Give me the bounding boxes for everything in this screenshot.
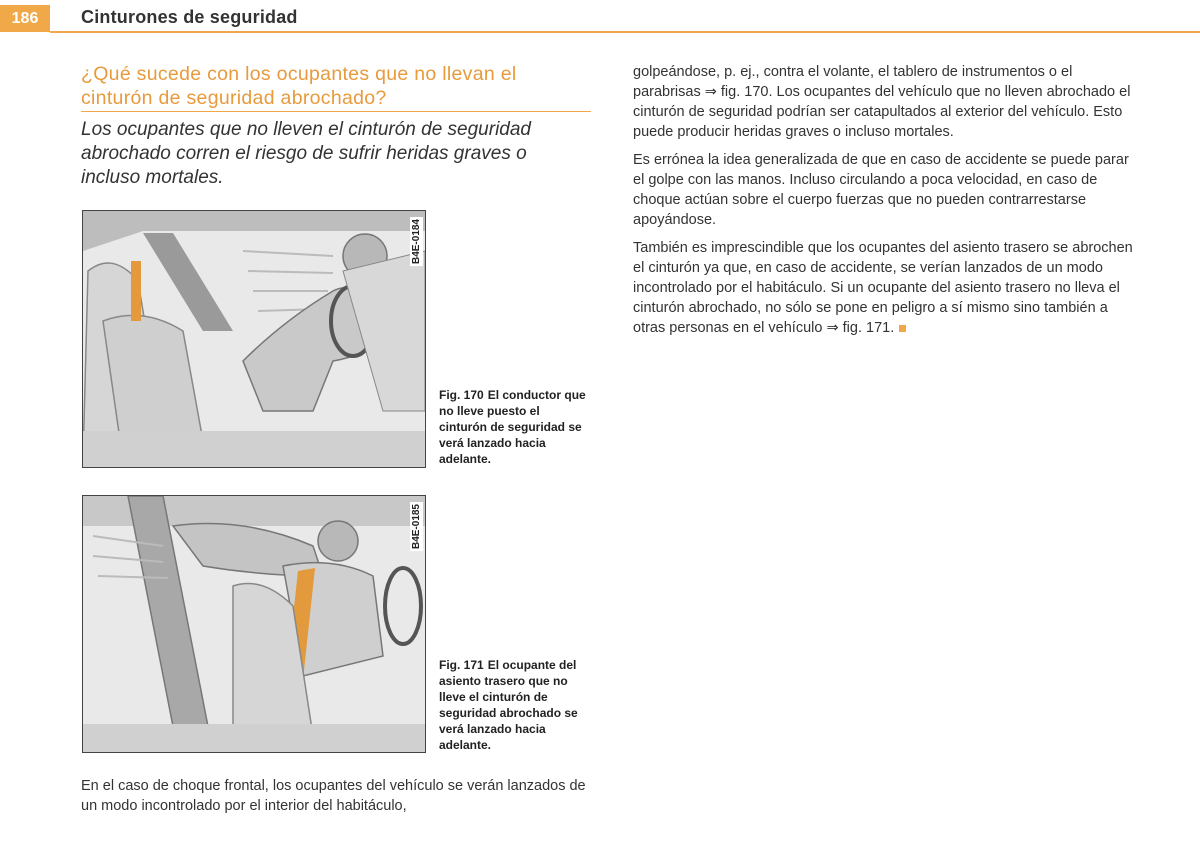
chapter-title: Cinturones de seguridad	[81, 7, 298, 27]
body-paragraph-left: En el caso de choque frontal, los ocupantes del vehículo se verán lanzados de un modo incontrolado por el interior del habitáculo,	[81, 778, 586, 814]
heading-rule	[81, 111, 591, 112]
figure-170-caption	[439, 387, 589, 467]
body-paragraph-last	[633, 238, 1143, 338]
figure-code: B4E-0184	[411, 219, 422, 265]
figure-170-illustration	[82, 210, 426, 468]
figure-number: Fig. 171	[439, 658, 484, 672]
body-paragraph: golpeándose, p. ej., contra el volante, el tablero de instrumentos o el parabrisas ⇒ fig. 170. Los ocupantes del vehículo que no lleven abrochado el cinturón de seguridad podrían ser catapultados al exterior del vehículo. Esto puede producir heridas graves o incluso mortales.	[633, 64, 1131, 140]
figure-caption-text: El ocupante del asiento trasero que no lleve el cinturón de seguridad abrochado se verá lanzado hacia adelante.	[439, 658, 578, 752]
body-paragraph-text: También es imprescindible que los ocupantes del asiento trasero se abrochen el cinturón ya que, en caso de accidente, se verían lanzados de un modo incontrolado por el habitáculo. Si un ocupante del asiento trasero no lleva el cinturón abrochado, no sólo se pone en peligro a sí mismo sino también a otras personas en el vehículo ⇒ fig. 171.	[633, 240, 1133, 336]
figure-171-illustration	[82, 495, 426, 753]
header-rule	[50, 31, 1200, 33]
section-intro: Los ocupantes que no lleven el cinturón de seguridad abrochado corren el riesgo de sufrir heridas graves o incluso mortales.	[81, 119, 531, 188]
rear-passenger-thrown-forward-illustration	[83, 496, 425, 752]
body-paragraph: Es errónea la idea generalizada de que en caso de accidente se puede parar el golpe con las manos. Incluso circulando a poca velocidad, en caso de choque actúan sobre el cuerpo fuerzas que no pueden contrarrestarse apoyándose.	[633, 152, 1129, 228]
body-column-right	[633, 62, 1143, 346]
driver-thrown-forward-illustration	[83, 211, 425, 467]
figure-number: Fig. 170	[439, 388, 484, 402]
section-heading: ¿Qué sucede con los ocupantes que no llevan el cinturón de seguridad abrochado?	[81, 63, 517, 109]
figure-171-caption	[439, 657, 589, 753]
orange-square-icon	[899, 325, 906, 332]
page-number: 186	[0, 5, 50, 32]
figure-code: B4E-0185	[411, 504, 422, 550]
figure-caption-text: El conductor que no lleve puesto el cinturón de seguridad se verá lanzado hacia adelante.	[439, 388, 586, 466]
